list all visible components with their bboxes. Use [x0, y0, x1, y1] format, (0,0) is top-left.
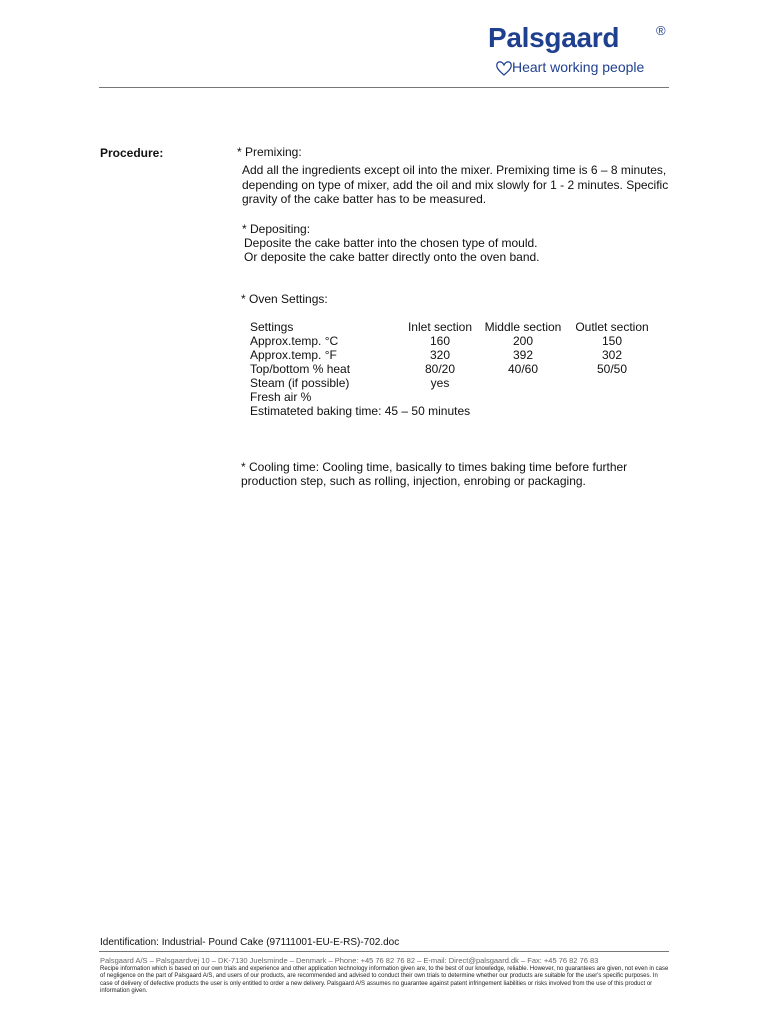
header-outlet: Outlet section [575, 320, 649, 334]
inlet-value: 80/20 [424, 362, 456, 376]
palsgaard-logo [488, 22, 678, 82]
heart-icon [494, 58, 514, 78]
registered-mark: ® [656, 23, 666, 38]
inlet-value: 160 [429, 334, 451, 348]
legal-disclaimer: Recipe information which is based on our own trials and experience and other application technology information given are, to the best of our knowledge, reliable. However, no guarantees are given, not even in case of negligence on the part of Palsgaard A/S, and users of our products, are recommended and advised to conduct their own trials to determine whether our products are suitable for the user's specific purposes. In case of delivery of defective products the user is only entitled to order a new delivery. Palsgaard A/S assumes no guarantee against patent infringement liabilities or risks involved from the use of this product or information given. [100, 966, 669, 995]
setting-name: Steam (if possible) [250, 376, 350, 390]
cooling-line-2: production step, such as rolling, injection, enrobing or packaging. [241, 474, 586, 488]
brand-tagline: Heart working people [512, 59, 645, 75]
footer-divider [99, 951, 669, 952]
setting-name: Approx.temp. °F [250, 348, 337, 362]
premixing-heading: * Premixing: [237, 145, 302, 159]
premixing-line-3: gravity of the cake batter has to be measured. [242, 192, 487, 206]
outlet-value: 302 [601, 348, 623, 362]
depositing-line-2: Or deposite the cake batter directly onto the oven band. [244, 250, 540, 264]
inlet-value: 320 [429, 348, 451, 362]
middle-value: 392 [512, 348, 534, 362]
premixing-line-2: depending on type of mixer, add the oil and mix slowly for 1 - 2 minutes. Specific [242, 178, 669, 192]
depositing-heading: * Depositing: [242, 222, 311, 236]
middle-value: 200 [512, 334, 534, 348]
oven-settings-heading: * Oven Settings: [241, 292, 328, 306]
setting-name: Fresh air % [250, 390, 312, 404]
header-settings: Settings [250, 320, 294, 334]
inlet-value: yes [430, 376, 450, 390]
setting-name: Top/bottom % heat [250, 362, 351, 376]
setting-name: Approx.temp. °C [250, 334, 339, 348]
company-contact: Palsgaard A/S – Palsgaardvej 10 – DK-7130 Juelsminde – Denmark – Phone: +45 76 82 76 82 – E-mail: Direct@palsgaard.dk – Fax: +45 76 82 76 83 [100, 956, 599, 965]
outlet-value: 50/50 [596, 362, 628, 376]
header-inlet: Inlet section [407, 320, 473, 334]
baking-time: Estimateted baking time: 45 – 50 minutes [250, 404, 471, 418]
header-middle: Middle section [484, 320, 562, 334]
brand-name: Palsgaard [488, 22, 620, 53]
depositing-line-1: Deposite the cake batter into the chosen type of mould. [244, 236, 538, 250]
procedure-label: Procedure: [100, 146, 164, 160]
premixing-line-1: Add all the ingredients except oil into the mixer. Premixing time is 6 – 8 minutes, [242, 163, 667, 177]
middle-value: 40/60 [507, 362, 539, 376]
cooling-line-1: * Cooling time: Cooling time, basically to times baking time before further [241, 460, 628, 474]
outlet-value: 150 [601, 334, 623, 348]
document-identification: Identification: Industrial- Pound Cake (97111001-EU-E-RS)-702.doc [100, 937, 400, 948]
header-divider [99, 87, 669, 88]
